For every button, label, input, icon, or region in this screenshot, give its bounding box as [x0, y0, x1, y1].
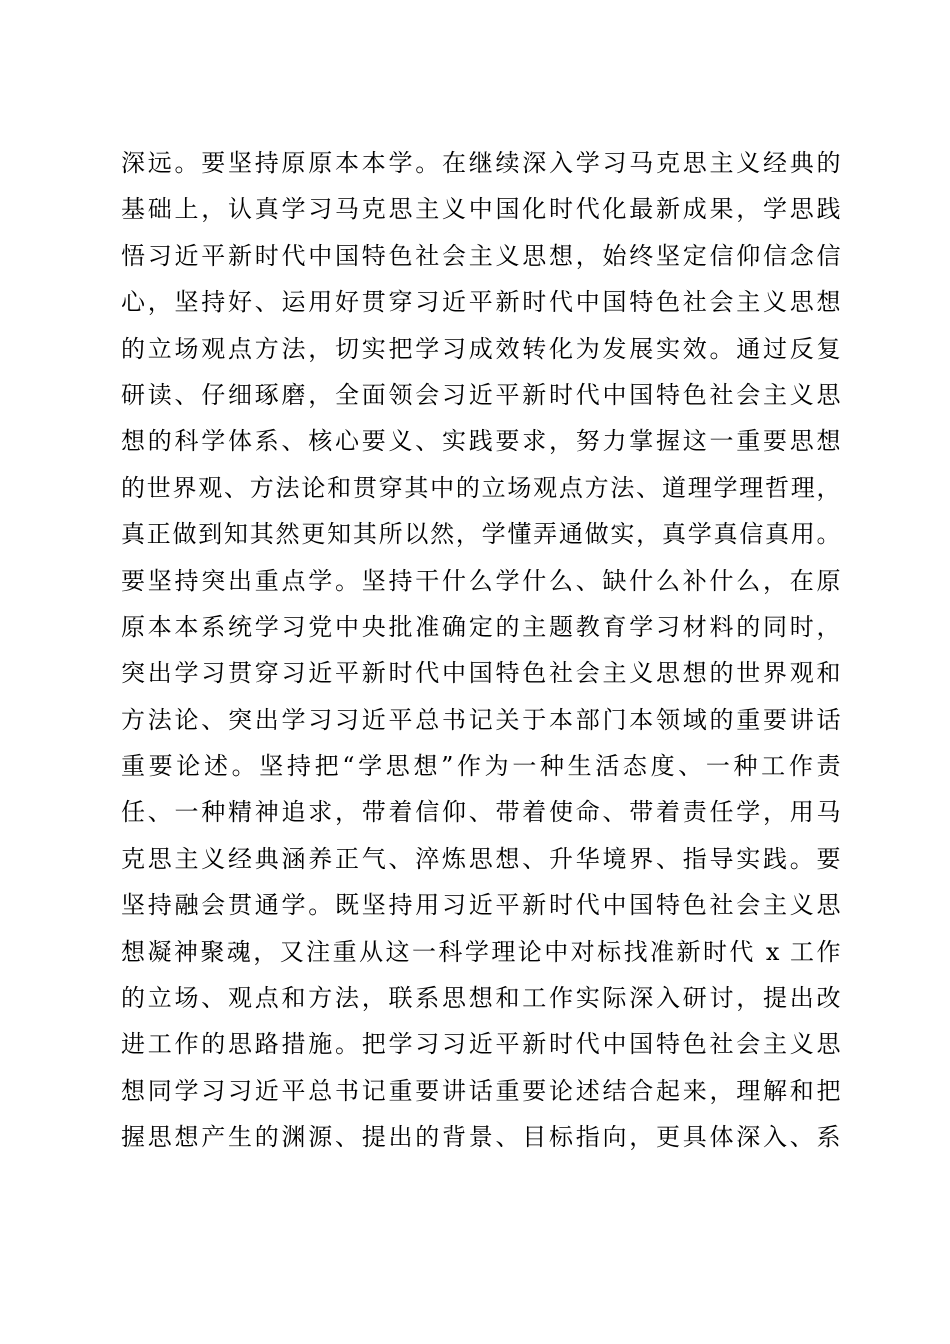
text-line-8: 的世界观、方法论和贯穿其中的立场观点方法、道理学理哲理， [121, 473, 841, 502]
text-line-6: 研读、仔细琢磨，全面领会习近平新时代中国特色社会主义思 [121, 380, 841, 409]
text-line-7: 想的科学体系、核心要义、实践要求，努力掌握这一重要思想 [121, 427, 841, 456]
body-text [121, 140, 841, 1161]
text-line-14: 重要论述。坚持把“学思想”作为一种生活态度、一种工作责 [121, 752, 841, 781]
text-line-19: 的立场、观点和方法，联系思想和工作实际深入研讨，提出改 [121, 984, 841, 1013]
text-line-18: 想凝神聚魂，又注重从这一科学理论中对标找准新时代 x 工作 [121, 937, 841, 966]
text-line-20: 进工作的思路措施。把学习习近平新时代中国特色社会主义思 [121, 1030, 841, 1059]
text-line-15: 任、一种精神追求，带着信仰、带着使命、带着责任学，用马 [121, 798, 841, 827]
text-line-4: 心，坚持好、运用好贯穿习近平新时代中国特色社会主义思想 [121, 288, 841, 317]
text-line-2: 基础上，认真学习马克思主义中国化时代化最新成果，学思践 [121, 195, 841, 224]
text-line-22: 握思想产生的渊源、提出的背景、目标指向，更具体深入、系 [121, 1123, 841, 1152]
text-line-9: 真正做到知其然更知其所以然，学懂弄通做实，真学真信真用。 [121, 520, 841, 549]
text-line-1: 深远。要坚持原原本本学。在继续深入学习马克思主义经典的 [121, 149, 841, 177]
text-line-10: 要坚持突出重点学。坚持干什么学什么、缺什么补什么，在原 [121, 566, 841, 595]
text-line-3: 悟习近平新时代中国特色社会主义思想，始终坚定信仰信念信 [121, 241, 841, 270]
text-line-13: 方法论、突出学习习近平总书记关于本部门本领域的重要讲话 [121, 705, 841, 734]
text-line-16: 克思主义经典涵养正气、淬炼思想、升华境界、指导实践。要 [121, 844, 841, 873]
text-line-11: 原本本系统学习党中央批准确定的主题教育学习材料的同时， [121, 612, 841, 641]
text-line-17: 坚持融会贯通学。既坚持用习近平新时代中国特色社会主义思 [121, 891, 841, 920]
text-line-5: 的立场观点方法，切实把学习成效转化为发展实效。通过反复 [121, 334, 841, 363]
text-line-21: 想同学习习近平总书记重要讲话重要论述结合起来，理解和把 [121, 1076, 841, 1105]
text-line-12: 突出学习贯穿习近平新时代中国特色社会主义思想的世界观和 [121, 659, 841, 688]
